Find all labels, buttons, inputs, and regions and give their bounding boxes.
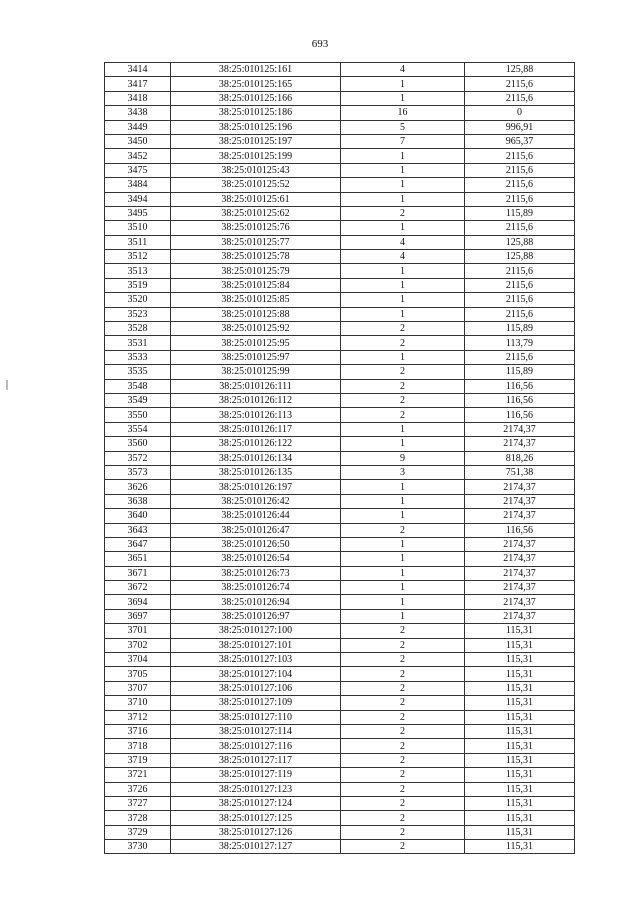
cadastral-number-cell: 38:25:010125:62	[171, 206, 341, 220]
table-row	[105, 178, 575, 192]
count-cell: 9	[341, 451, 465, 465]
value-cell: 2115,6	[465, 192, 575, 206]
cadastral-number-cell: 38:25:010126:42	[171, 494, 341, 508]
table-row	[105, 696, 575, 710]
cadastral-number-cell: 38:25:010125:161	[171, 63, 341, 77]
count-cell: 2	[341, 638, 465, 652]
count-cell: 2	[341, 379, 465, 393]
cadastral-number-cell: 38:25:010126:54	[171, 552, 341, 566]
count-cell: 1	[341, 192, 465, 206]
table-row	[105, 322, 575, 336]
cadastral-number-cell: 38:25:010125:197	[171, 134, 341, 148]
value-cell: 115,89	[465, 365, 575, 379]
row-number-cell: 3626	[105, 480, 171, 494]
table-row	[105, 451, 575, 465]
count-cell: 1	[341, 581, 465, 595]
parcel-table-body	[105, 63, 575, 854]
value-cell: 2115,6	[465, 293, 575, 307]
count-cell: 2	[341, 322, 465, 336]
row-number-cell: 3560	[105, 437, 171, 451]
row-number-cell: 3719	[105, 753, 171, 767]
value-cell: 115,31	[465, 710, 575, 724]
cadastral-number-cell: 38:25:010127:116	[171, 739, 341, 753]
table-row	[105, 422, 575, 436]
count-cell: 1	[341, 77, 465, 91]
cadastral-number-cell: 38:25:010127:119	[171, 768, 341, 782]
table-row	[105, 408, 575, 422]
cadastral-number-cell: 38:25:010126:122	[171, 437, 341, 451]
cadastral-number-cell: 38:25:010126:74	[171, 581, 341, 595]
value-cell: 2174,37	[465, 437, 575, 451]
table-row	[105, 163, 575, 177]
cadastral-number-cell: 38:25:010125:78	[171, 250, 341, 264]
cadastral-number-cell: 38:25:010126:97	[171, 609, 341, 623]
row-number-cell: 3726	[105, 782, 171, 796]
cadastral-number-cell: 38:25:010125:166	[171, 91, 341, 105]
count-cell: 1	[341, 91, 465, 105]
table-row	[105, 581, 575, 595]
value-cell: 115,31	[465, 840, 575, 854]
count-cell: 1	[341, 178, 465, 192]
table-row	[105, 768, 575, 782]
cadastral-number-cell: 38:25:010127:103	[171, 653, 341, 667]
table-row	[105, 523, 575, 537]
count-cell: 2	[341, 393, 465, 407]
table-row	[105, 566, 575, 580]
row-number-cell: 3672	[105, 581, 171, 595]
value-cell: 115,31	[465, 667, 575, 681]
count-cell: 2	[341, 653, 465, 667]
value-cell: 2115,6	[465, 178, 575, 192]
count-cell: 2	[341, 753, 465, 767]
value-cell: 115,31	[465, 753, 575, 767]
row-number-cell: 3697	[105, 609, 171, 623]
table-row	[105, 192, 575, 206]
cadastral-number-cell: 38:25:010125:85	[171, 293, 341, 307]
value-cell: 2174,37	[465, 480, 575, 494]
cadastral-number-cell: 38:25:010127:109	[171, 696, 341, 710]
cadastral-number-cell: 38:25:010125:84	[171, 278, 341, 292]
row-number-cell: 3638	[105, 494, 171, 508]
value-cell: 2174,37	[465, 581, 575, 595]
cadastral-number-cell: 38:25:010125:52	[171, 178, 341, 192]
cadastral-number-cell: 38:25:010127:125	[171, 811, 341, 825]
count-cell: 1	[341, 437, 465, 451]
table-row	[105, 134, 575, 148]
value-cell: 2174,37	[465, 537, 575, 551]
row-number-cell: 3704	[105, 653, 171, 667]
row-number-cell: 3705	[105, 667, 171, 681]
count-cell: 1	[341, 163, 465, 177]
row-number-cell: 3647	[105, 537, 171, 551]
row-number-cell: 3510	[105, 221, 171, 235]
count-cell: 1	[341, 595, 465, 609]
cadastral-number-cell: 38:25:010126:117	[171, 422, 341, 436]
value-cell: 115,31	[465, 825, 575, 839]
cadastral-number-cell: 38:25:010126:112	[171, 393, 341, 407]
cadastral-number-cell: 38:25:010127:124	[171, 796, 341, 810]
count-cell: 2	[341, 206, 465, 220]
table-row	[105, 782, 575, 796]
count-cell: 3	[341, 465, 465, 479]
value-cell: 115,31	[465, 624, 575, 638]
count-cell: 4	[341, 63, 465, 77]
count-cell: 1	[341, 609, 465, 623]
value-cell: 996,91	[465, 120, 575, 134]
table-row	[105, 293, 575, 307]
table-row	[105, 753, 575, 767]
count-cell: 7	[341, 134, 465, 148]
row-number-cell: 3519	[105, 278, 171, 292]
value-cell: 125,88	[465, 250, 575, 264]
parcel-table-container	[104, 62, 574, 854]
table-row	[105, 638, 575, 652]
row-number-cell: 3495	[105, 206, 171, 220]
cadastral-number-cell: 38:25:010127:126	[171, 825, 341, 839]
value-cell: 115,31	[465, 768, 575, 782]
value-cell: 2174,37	[465, 509, 575, 523]
table-row	[105, 365, 575, 379]
value-cell: 116,56	[465, 523, 575, 537]
value-cell: 115,31	[465, 638, 575, 652]
row-number-cell: 3712	[105, 710, 171, 724]
table-row	[105, 681, 575, 695]
row-number-cell: 3535	[105, 365, 171, 379]
cadastral-number-cell: 38:25:010126:50	[171, 537, 341, 551]
row-number-cell: 3550	[105, 408, 171, 422]
table-row	[105, 480, 575, 494]
row-number-cell: 3549	[105, 393, 171, 407]
cadastral-number-cell: 38:25:010126:94	[171, 595, 341, 609]
value-cell: 2174,37	[465, 595, 575, 609]
row-number-cell: 3640	[105, 509, 171, 523]
table-row	[105, 235, 575, 249]
count-cell: 2	[341, 796, 465, 810]
cadastral-number-cell: 38:25:010126:113	[171, 408, 341, 422]
cadastral-number-cell: 38:25:010127:117	[171, 753, 341, 767]
count-cell: 1	[341, 494, 465, 508]
value-cell: 125,88	[465, 63, 575, 77]
cadastral-number-cell: 38:25:010125:99	[171, 365, 341, 379]
value-cell: 115,31	[465, 653, 575, 667]
count-cell: 2	[341, 739, 465, 753]
row-number-cell: 3513	[105, 264, 171, 278]
row-number-cell: 3531	[105, 336, 171, 350]
count-cell: 1	[341, 566, 465, 580]
row-number-cell: 3643	[105, 523, 171, 537]
row-number-cell: 3728	[105, 811, 171, 825]
table-row	[105, 221, 575, 235]
value-cell: 2174,37	[465, 566, 575, 580]
cadastral-number-cell: 38:25:010125:92	[171, 322, 341, 336]
value-cell: 2115,6	[465, 264, 575, 278]
row-number-cell: 3707	[105, 681, 171, 695]
count-cell: 2	[341, 696, 465, 710]
row-number-cell: 3417	[105, 77, 171, 91]
value-cell: 2115,6	[465, 278, 575, 292]
count-cell: 2	[341, 825, 465, 839]
page-number: 693	[311, 38, 329, 50]
cadastral-number-cell: 38:25:010125:61	[171, 192, 341, 206]
table-row	[105, 494, 575, 508]
row-number-cell: 3718	[105, 739, 171, 753]
row-number-cell: 3528	[105, 322, 171, 336]
row-number-cell: 3533	[105, 350, 171, 364]
cadastral-number-cell: 38:25:010125:196	[171, 120, 341, 134]
cadastral-number-cell: 38:25:010125:88	[171, 307, 341, 321]
count-cell: 2	[341, 681, 465, 695]
cadastral-number-cell: 38:25:010126:134	[171, 451, 341, 465]
cadastral-number-cell: 38:25:010127:123	[171, 782, 341, 796]
table-row	[105, 106, 575, 120]
table-row	[105, 149, 575, 163]
cadastral-number-cell: 38:25:010126:73	[171, 566, 341, 580]
count-cell: 2	[341, 408, 465, 422]
value-cell: 116,56	[465, 379, 575, 393]
count-cell: 1	[341, 552, 465, 566]
cadastral-number-cell: 38:25:010125:95	[171, 336, 341, 350]
cadastral-number-cell: 38:25:010127:100	[171, 624, 341, 638]
row-number-cell: 3494	[105, 192, 171, 206]
table-row	[105, 120, 575, 134]
cadastral-number-cell: 38:25:010127:101	[171, 638, 341, 652]
count-cell: 5	[341, 120, 465, 134]
row-number-cell: 3449	[105, 120, 171, 134]
row-number-cell: 3716	[105, 724, 171, 738]
table-row	[105, 595, 575, 609]
row-number-cell: 3450	[105, 134, 171, 148]
value-cell: 115,31	[465, 782, 575, 796]
count-cell: 2	[341, 365, 465, 379]
value-cell: 115,89	[465, 206, 575, 220]
table-row	[105, 552, 575, 566]
cadastral-number-cell: 38:25:010126:197	[171, 480, 341, 494]
table-row	[105, 250, 575, 264]
cadastral-number-cell: 38:25:010127:114	[171, 724, 341, 738]
row-number-cell: 3452	[105, 149, 171, 163]
cadastral-number-cell: 38:25:010126:111	[171, 379, 341, 393]
count-cell: 4	[341, 235, 465, 249]
count-cell: 1	[341, 509, 465, 523]
value-cell: 818,26	[465, 451, 575, 465]
row-number-cell: 3554	[105, 422, 171, 436]
count-cell: 1	[341, 350, 465, 364]
value-cell: 2115,6	[465, 350, 575, 364]
cadastral-number-cell: 38:25:010125:43	[171, 163, 341, 177]
table-row	[105, 710, 575, 724]
value-cell: 2115,6	[465, 221, 575, 235]
row-number-cell: 3729	[105, 825, 171, 839]
row-number-cell: 3475	[105, 163, 171, 177]
cadastral-number-cell: 38:25:010125:79	[171, 264, 341, 278]
value-cell: 116,56	[465, 408, 575, 422]
table-row	[105, 653, 575, 667]
count-cell: 1	[341, 264, 465, 278]
value-cell: 113,79	[465, 336, 575, 350]
cadastral-number-cell: 38:25:010125:97	[171, 350, 341, 364]
count-cell: 2	[341, 336, 465, 350]
table-row	[105, 739, 575, 753]
value-cell: 965,37	[465, 134, 575, 148]
row-number-cell: 3484	[105, 178, 171, 192]
cadastral-number-cell: 38:25:010125:186	[171, 106, 341, 120]
table-row	[105, 264, 575, 278]
value-cell: 2174,37	[465, 552, 575, 566]
table-row	[105, 63, 575, 77]
row-number-cell: 3438	[105, 106, 171, 120]
row-number-cell: 3727	[105, 796, 171, 810]
value-cell: 2115,6	[465, 307, 575, 321]
value-cell: 2115,6	[465, 77, 575, 91]
row-number-cell: 3414	[105, 63, 171, 77]
value-cell: 115,31	[465, 796, 575, 810]
count-cell: 2	[341, 710, 465, 724]
row-number-cell: 3548	[105, 379, 171, 393]
count-cell: 1	[341, 480, 465, 494]
count-cell: 1	[341, 149, 465, 163]
count-cell: 16	[341, 106, 465, 120]
cadastral-number-cell: 38:25:010127:127	[171, 840, 341, 854]
table-row	[105, 350, 575, 364]
value-cell: 2174,37	[465, 609, 575, 623]
value-cell: 115,31	[465, 724, 575, 738]
count-cell: 2	[341, 768, 465, 782]
row-number-cell: 3520	[105, 293, 171, 307]
count-cell: 2	[341, 840, 465, 854]
cadastral-number-cell: 38:25:010125:165	[171, 77, 341, 91]
value-cell: 125,88	[465, 235, 575, 249]
value-cell: 751,38	[465, 465, 575, 479]
row-number-cell: 3573	[105, 465, 171, 479]
table-row	[105, 336, 575, 350]
count-cell: 1	[341, 278, 465, 292]
table-row	[105, 609, 575, 623]
count-cell: 1	[341, 293, 465, 307]
cadastral-number-cell: 38:25:010127:104	[171, 667, 341, 681]
value-cell: 2115,6	[465, 163, 575, 177]
table-row	[105, 724, 575, 738]
value-cell: 2115,6	[465, 149, 575, 163]
value-cell: 2174,37	[465, 494, 575, 508]
value-cell: 115,31	[465, 739, 575, 753]
row-number-cell: 3651	[105, 552, 171, 566]
count-cell: 1	[341, 307, 465, 321]
table-row	[105, 77, 575, 91]
count-cell: 2	[341, 667, 465, 681]
cadastral-number-cell: 38:25:010125:199	[171, 149, 341, 163]
table-row	[105, 509, 575, 523]
table-row	[105, 840, 575, 854]
value-cell: 0	[465, 106, 575, 120]
cadastral-number-cell: 38:25:010125:76	[171, 221, 341, 235]
value-cell: 115,89	[465, 322, 575, 336]
row-number-cell: 3721	[105, 768, 171, 782]
table-row	[105, 437, 575, 451]
table-row	[105, 537, 575, 551]
table-row	[105, 206, 575, 220]
count-cell: 1	[341, 537, 465, 551]
cadastral-number-cell: 38:25:010126:44	[171, 509, 341, 523]
count-cell: 1	[341, 422, 465, 436]
table-row	[105, 796, 575, 810]
row-number-cell: 3671	[105, 566, 171, 580]
table-row	[105, 465, 575, 479]
cadastral-number-cell: 38:25:010126:47	[171, 523, 341, 537]
value-cell: 2115,6	[465, 91, 575, 105]
value-cell: 116,56	[465, 393, 575, 407]
scan-mark	[6, 380, 8, 390]
row-number-cell: 3572	[105, 451, 171, 465]
count-cell: 2	[341, 624, 465, 638]
row-number-cell: 3512	[105, 250, 171, 264]
count-cell: 2	[341, 811, 465, 825]
row-number-cell: 3523	[105, 307, 171, 321]
row-number-cell: 3701	[105, 624, 171, 638]
count-cell: 1	[341, 221, 465, 235]
row-number-cell: 3694	[105, 595, 171, 609]
row-number-cell: 3730	[105, 840, 171, 854]
value-cell: 2174,37	[465, 422, 575, 436]
table-row	[105, 278, 575, 292]
row-number-cell: 3418	[105, 91, 171, 105]
table-row	[105, 393, 575, 407]
row-number-cell: 3710	[105, 696, 171, 710]
count-cell: 2	[341, 523, 465, 537]
cadastral-number-cell: 38:25:010125:77	[171, 235, 341, 249]
count-cell: 2	[341, 724, 465, 738]
table-row	[105, 667, 575, 681]
cadastral-number-cell: 38:25:010126:135	[171, 465, 341, 479]
value-cell: 115,31	[465, 696, 575, 710]
cadastral-number-cell: 38:25:010127:106	[171, 681, 341, 695]
parcel-table	[104, 62, 575, 854]
count-cell: 2	[341, 782, 465, 796]
count-cell: 4	[341, 250, 465, 264]
table-row	[105, 379, 575, 393]
table-row	[105, 307, 575, 321]
row-number-cell: 3702	[105, 638, 171, 652]
table-row	[105, 91, 575, 105]
cadastral-number-cell: 38:25:010127:110	[171, 710, 341, 724]
table-row	[105, 825, 575, 839]
value-cell: 115,31	[465, 811, 575, 825]
table-row	[105, 624, 575, 638]
table-row	[105, 811, 575, 825]
row-number-cell: 3511	[105, 235, 171, 249]
value-cell: 115,31	[465, 681, 575, 695]
